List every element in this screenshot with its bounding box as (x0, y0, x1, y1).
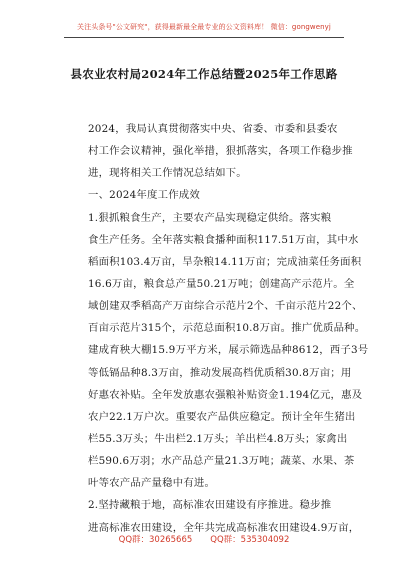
body-line: 1.狠抓粮食生产，主要农产品实现稳定供给。落实粮 (88, 211, 332, 224)
header-divider (64, 37, 344, 38)
qq-group-1: QQ群：30265665 (118, 535, 193, 545)
body-line: 进高标准农田建设，全年共完成高标准农田建设4.9万亩， (88, 521, 360, 534)
body-line: 进，现将相关工作情况总结如下。 (88, 167, 247, 180)
qq-group-2: QQ群：535304092 (210, 535, 290, 545)
document-title: 县农业农村局2024年工作总结暨2025年工作思路 (70, 67, 338, 81)
body-line: 建成育秧大棚15.9万平方米，展示筛选品种8612，西子3号 (88, 344, 369, 357)
body-line: 好惠农补贴。全年发放惠农强粮补贴资金1.194亿元，惠及 (88, 388, 363, 401)
body-line: 栏55.3万头；牛出栏2.1万头；羊出栏4.8万头；家禽出 (88, 432, 348, 445)
header-banner: 关注头条号"公文研究"，获得最新最全最专业的公文资料库！ 微信：gongwenyj (77, 23, 331, 31)
body-line: 等低镉品种8.3万亩，推动发展高档优质稻30.8万亩；用 (88, 366, 352, 379)
body-line: 村工作会议精神，强化举措，狠抓落实，各项工作稳步推 (88, 145, 353, 158)
body-line: 16.6万亩，粮食总产量50.21万吨；创建高产示范片。全 (88, 277, 355, 290)
section-heading: 一、2024年度工作成效 (88, 189, 200, 202)
body-line: 稻面积103.4万亩，旱杂粮14.11万亩；完成油菜任务面积 (88, 255, 362, 268)
body-line: 2.坚持藏粮于地，高标准农田建设有序推进。稳步推 (88, 499, 332, 512)
body-line: 域创建双季稻高产万亩综合示范片2个、千亩示范片22个、 (88, 300, 363, 313)
body-line: 食生产任务。全年落实粮食播种面积117.51万亩，其中水 (88, 233, 359, 246)
body-line: 叶等农产品产量稳中有进。 (88, 477, 216, 490)
body-line: 农户22.1万户次。重要农产品供应稳定。预计全年生猪出 (88, 410, 356, 423)
body-line: 2024，我局认真贯彻落实中央、省委、市委和县委农 (88, 123, 338, 135)
footer (0, 533, 408, 545)
body-line: 百亩示范片315个，示范总面积10.8万亩。推广优质品种。 (88, 322, 366, 335)
body-line: 栏590.6万羽；水产品总产量21.3万吨；蔬菜、水果、茶 (88, 455, 355, 468)
document-body (88, 118, 369, 539)
